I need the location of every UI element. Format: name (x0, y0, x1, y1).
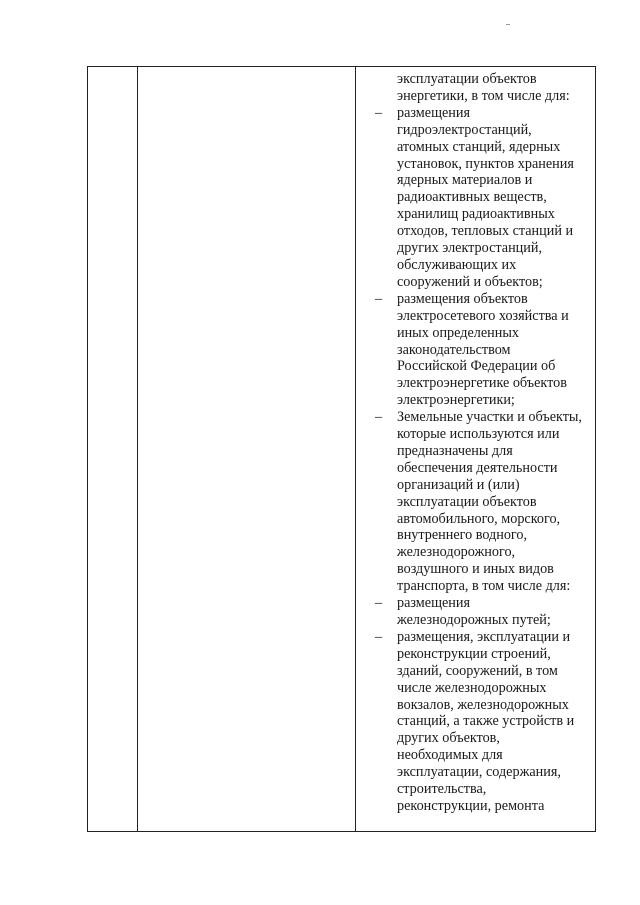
text-line (367, 172, 593, 189)
line-text: размещения объектов (397, 290, 528, 307)
line-text: иных определенных (397, 324, 519, 341)
bullet-dash: – (375, 628, 383, 645)
text-line (367, 460, 593, 477)
table-top-border (87, 66, 596, 67)
line-text: электросетевого хозяйства и (397, 307, 569, 324)
bullet-dash: – (375, 409, 383, 426)
text-line (367, 494, 593, 511)
line-text: эксплуатации объектов (397, 493, 537, 510)
line-text: реконструкции, ремонта (397, 797, 545, 814)
text-line (367, 798, 593, 815)
list-item-start (367, 409, 593, 426)
line-text: других электростанций, (397, 240, 542, 257)
line-text: хранилищ радиоактивных (397, 206, 555, 223)
text-line (367, 358, 593, 375)
line-text: размещения (397, 104, 471, 121)
line-text: воздушного и иных видов (397, 561, 554, 578)
column-divider-1 (137, 66, 138, 832)
line-text: числе железнодорожных (397, 679, 547, 696)
line-text: других объектов, (397, 730, 500, 747)
text-line (367, 527, 593, 544)
line-text: предназначены для (397, 442, 513, 459)
text-line (367, 646, 593, 663)
line-text: размещения (397, 595, 471, 612)
text-line (367, 764, 593, 781)
text-line (367, 392, 593, 409)
line-text: строительства, (397, 781, 487, 798)
text-line (367, 375, 593, 392)
line-text: транспорта, в том числе для: (397, 578, 571, 595)
text-line (367, 426, 593, 443)
line-text: установок, пунктов хранения (397, 155, 574, 172)
line-text: вокзалов, железнодорожных (397, 696, 569, 713)
text-line (367, 71, 593, 88)
line-text: электроэнергетике объектов (397, 375, 567, 392)
line-text: зданий, сооружений, в том (397, 662, 558, 679)
line-text: радиоактивных веществ, (397, 189, 547, 206)
text-line (367, 206, 593, 223)
text-line (367, 122, 593, 139)
text-line (367, 342, 593, 359)
line-text: законодательством (397, 341, 511, 358)
text-line (367, 88, 593, 105)
bullet-dash: – (375, 104, 383, 121)
line-text: организаций и (или) (397, 476, 520, 493)
text-line (367, 697, 593, 714)
bullet-dash: – (375, 290, 383, 307)
text-line (367, 680, 593, 697)
text-line (367, 781, 593, 798)
text-line (367, 477, 593, 494)
text-line (367, 663, 593, 680)
text-line (367, 511, 593, 528)
land-use-description-cell (367, 71, 593, 815)
text-line (367, 443, 593, 460)
list-item-start (367, 105, 593, 122)
table-left-border (87, 66, 88, 832)
text-line (367, 730, 593, 747)
line-text: обслуживающих их (397, 256, 517, 273)
table-bottom-border (87, 831, 596, 832)
text-line (367, 156, 593, 173)
line-text: железнодорожных путей; (397, 612, 551, 628)
line-text: сооружений и объектов; (397, 273, 543, 290)
text-line (367, 308, 593, 325)
line-text: атомных станций, ядерных (397, 138, 561, 155)
line-text: которые используются или (397, 426, 560, 443)
text-line (367, 189, 593, 206)
text-line (367, 544, 593, 561)
table-right-border (595, 66, 596, 832)
line-text: эксплуатации, содержания, (397, 764, 561, 781)
line-text: железнодорожного, (397, 544, 516, 561)
scan-mark (506, 24, 510, 25)
line-text: энергетики, в том числе для: (397, 87, 570, 104)
text-line (367, 257, 593, 274)
line-text: обеспечения деятельности (397, 459, 558, 476)
list-item-start (367, 595, 593, 612)
bullet-dash: – (375, 595, 383, 612)
text-line (367, 747, 593, 764)
text-line (367, 612, 593, 629)
text-line (367, 713, 593, 730)
column-divider-2 (355, 66, 356, 832)
line-text: внутреннего водного, (397, 527, 528, 544)
text-line (367, 578, 593, 595)
line-text: Российской Федерации об (397, 358, 556, 375)
line-text: отходов, тепловых станций и (397, 223, 574, 240)
text-line (367, 325, 593, 342)
line-text: Земельные участки и объекты, (397, 409, 582, 426)
line-text: станций, а также устройств и (397, 713, 575, 730)
list-item-start (367, 291, 593, 308)
text-line (367, 561, 593, 578)
list-item-start (367, 629, 593, 646)
line-text: гидроэлектростанций, (397, 121, 532, 138)
text-line (367, 223, 593, 240)
line-text: автомобильного, морского, (397, 510, 561, 527)
line-text: реконструкции строений, (397, 645, 551, 662)
line-text: эксплуатации объектов (397, 71, 537, 87)
line-text: размещения, эксплуатации и (397, 628, 571, 645)
line-text: необходимых для (397, 747, 503, 764)
text-line (367, 274, 593, 291)
line-text: ядерных материалов и (397, 172, 533, 189)
line-text: электроэнергетики; (397, 392, 515, 409)
text-line (367, 139, 593, 156)
text-line (367, 240, 593, 257)
